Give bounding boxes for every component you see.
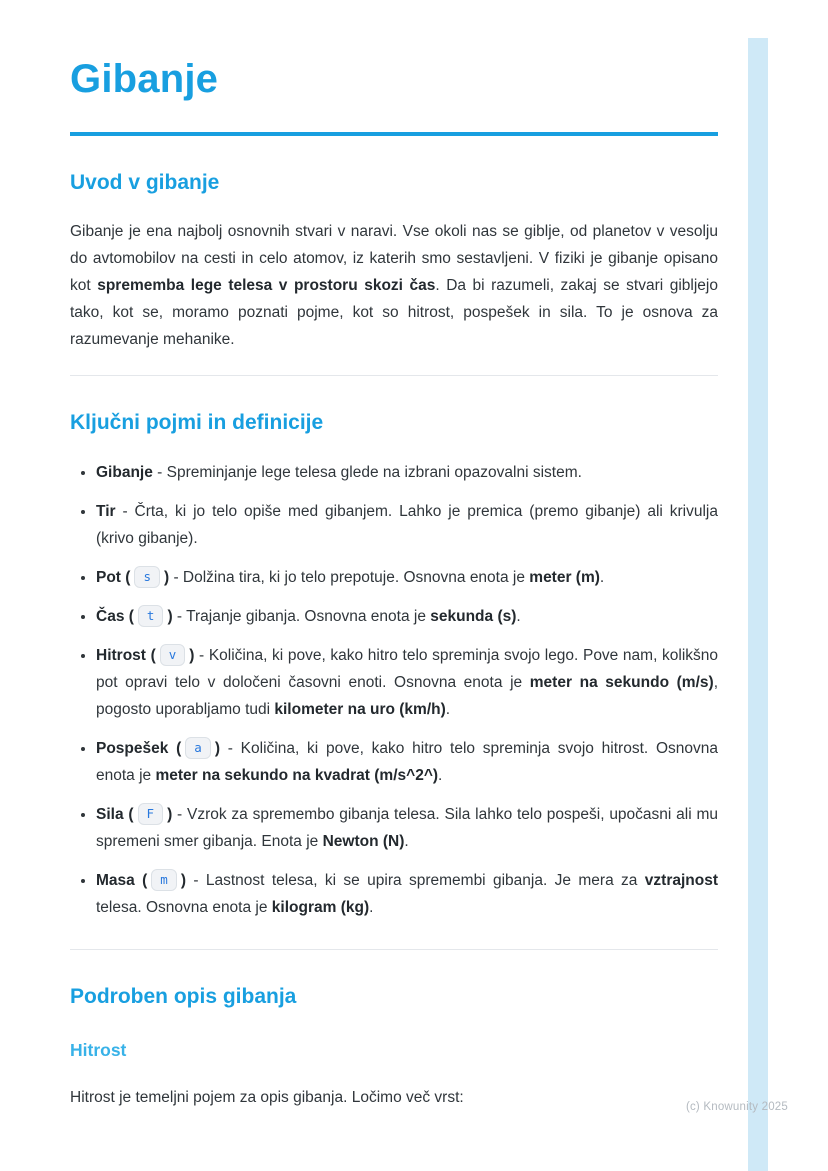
list-item — [96, 603, 718, 630]
list-item — [96, 564, 718, 591]
bold-text: Newton (N) — [322, 832, 405, 850]
bold-text: ) — [189, 646, 195, 664]
bold-text: meter na sekundo na kvadrat (m/s^2^) — [155, 766, 439, 784]
text-run: telesa. Osnovna enota je — [96, 898, 272, 916]
inline-code-badge: t — [138, 605, 164, 627]
inline-code-badge: v — [160, 644, 186, 666]
list-item — [96, 498, 718, 552]
text-run: - Količina, ki pove, kako hitro telo spreminja svojo hitrost. Osnovna enota je — [96, 739, 718, 784]
bold-text: ) — [180, 871, 186, 889]
intro-paragraph — [70, 218, 718, 353]
text-run: Hitrost je temeljni pojem za opis gibanja. Ločimo več vrst: — [70, 1088, 464, 1106]
bold-text: Pospešek ( — [96, 739, 182, 757]
list-item — [96, 867, 718, 921]
text-run: - Količina, ki pove, kako hitro telo spreminja svojo lego. Pove nam, kolikšno pot opravi telo v določeni časovni enoti. Osnovna enota je — [96, 646, 718, 691]
bold-text: Čas ( — [96, 607, 134, 625]
section-heading-intro: Uvod v gibanje — [70, 171, 220, 194]
inline-code-badge: F — [138, 803, 164, 825]
bold-text: ) — [214, 739, 220, 757]
text-run: . Da bi razumeli, zakaj se stvari gibljejo tako, kot se, moramo poznati pojme, kot so hitrost, pospešek in sila. To je osnova za razumevanje mehanike. — [70, 277, 718, 349]
list-item — [96, 459, 718, 486]
section-heading-detail: Podroben opis gibanja — [70, 984, 297, 1008]
text-run: . — [445, 700, 451, 718]
sub-heading-hitrost: Hitrost — [70, 1039, 127, 1060]
bold-text: ) — [163, 568, 170, 586]
bold-text: kilometer na uro (km/h) — [274, 700, 446, 718]
text-run: - Črta, ki jo telo opiše med gibanjem. Lahko je premica (premo gibanje) ali krivulja (krivo gibanje). — [96, 502, 718, 547]
inline-code-badge: s — [134, 566, 160, 588]
section-heading-concepts: Ključni pojmi in definicije — [70, 411, 324, 435]
list-item — [96, 801, 718, 855]
text-run: - Trajanje gibanja. Osnovna enota je — [172, 607, 431, 625]
bold-text: vztrajnost — [644, 871, 718, 889]
text-run: . — [404, 832, 409, 850]
text-run: - Lastnost telesa, ki se upira spremembi gibanja. Je mera za — [186, 871, 645, 889]
list-item — [96, 735, 718, 789]
section-divider — [70, 375, 718, 376]
bold-text: sprememba lege telesa v prostoru skozi čas — [97, 277, 436, 295]
text-run: - Dolžina tira, ki jo telo prepotuje. Osnovna enota je — [169, 568, 530, 586]
text-run: . — [516, 607, 521, 625]
bold-text: Sila ( — [96, 805, 134, 823]
text-run: . — [369, 898, 374, 916]
bold-text: Hitrost ( — [96, 646, 156, 664]
bold-text: Masa ( — [96, 871, 148, 889]
list-item — [96, 642, 718, 723]
bold-text: ) — [167, 805, 173, 823]
bold-text: sekunda (s) — [430, 607, 517, 625]
text-run: . — [599, 568, 605, 586]
text-run: Gibanje je ena najbolj osnovnih stvari v naravi. Vse okoli nas se giblje, od planetov v vesolju do avtomobilov na cesti in celo atomov, iz katerih smo sestavljeni. V fiziki je gibanje opisano kot — [70, 223, 718, 295]
detail-paragraph — [70, 1084, 718, 1111]
bold-text: kilogram (kg) — [271, 898, 370, 916]
section-divider — [70, 949, 718, 950]
text-run: , pogosto uporabljamo tudi — [96, 673, 718, 718]
concept-list — [70, 459, 718, 921]
text-run: - Vzrok za spremembo gibanja telesa. Sila lahko telo pospeši, upočasni ali mu spremeni smer gibanja. Enota je — [96, 805, 718, 850]
text-run: . — [438, 766, 443, 784]
bold-text: Gibanje — [96, 463, 153, 481]
inline-code-badge: m — [151, 869, 177, 891]
inline-code-badge: a — [185, 737, 211, 759]
bold-text: meter na sekundo (m/s) — [529, 673, 714, 691]
bold-text: Tir — [96, 502, 116, 520]
footer-credit: (c) Knowunity 2025 — [685, 1101, 788, 1113]
bold-text: ) — [167, 607, 173, 625]
page-title: Gibanje — [70, 56, 718, 136]
bold-text: meter (m) — [529, 568, 600, 586]
text-run: - Spreminjanje lege telesa glede na izbrani opazovalni sistem. — [152, 463, 582, 481]
bold-text: Pot ( — [96, 568, 131, 586]
